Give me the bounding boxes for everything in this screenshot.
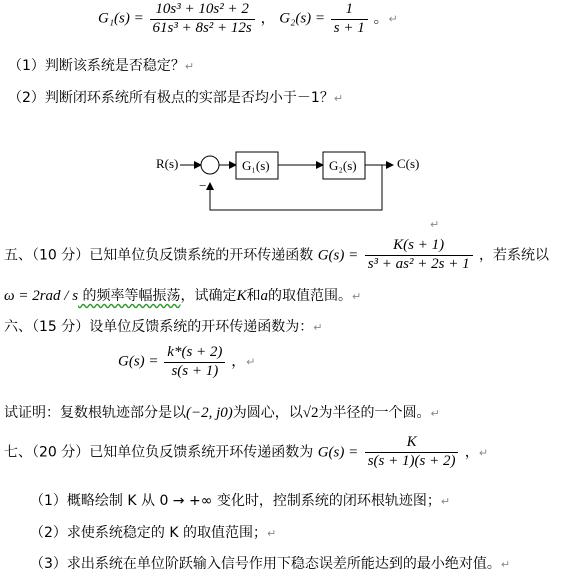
problem-6-proof-a: 试证明：复数根轨迹部分是以 xyxy=(4,405,186,421)
problem-6-g-label: G(s) = xyxy=(118,353,159,370)
problem-5-frequency-phrase: 的频率等幅振荡 xyxy=(78,288,181,304)
output-label: C(s) xyxy=(397,156,420,171)
problem-7-sub-3 xyxy=(30,553,510,573)
problem-6-title-text: 六、（15 分）设单位反馈系统的开环传递函数为： xyxy=(4,319,314,335)
problem-7-intro: 七、（20 分）已知单位负反馈系统开环传递函数为 xyxy=(4,444,314,461)
line-end: 。 xyxy=(373,10,389,27)
problem-6-denominator: s(s + 1) xyxy=(171,362,219,379)
problem-6-tail: ， xyxy=(231,353,247,370)
g1-numerator: 10s³ + 10s² + 2 xyxy=(150,2,255,20)
problem-5-text-e: 的取值范围。 xyxy=(268,288,353,304)
problem-7-g-label: G(s) = xyxy=(317,444,359,461)
problem-7-sub-1 xyxy=(30,490,450,510)
problem-6-fraction xyxy=(164,345,225,380)
problem-5-line-1 xyxy=(4,238,549,273)
problem-6-center: (−2, j0) xyxy=(186,405,233,421)
summing-junction xyxy=(201,156,219,174)
problem-7-denominator: s(s + 1)(s + 2) xyxy=(367,452,456,469)
problem-6-formula xyxy=(118,345,255,380)
paragraph-mark: ↵ xyxy=(388,12,398,26)
problem-5-intro: 五、（10 分）已知单位负反馈系统的开环传递函数 xyxy=(4,247,314,264)
paragraph-mark: ↵ xyxy=(184,60,195,73)
problem-5-tail: ，若系统以 xyxy=(479,247,550,264)
paragraph-mark: ↵ xyxy=(313,321,323,334)
problem-7-fraction xyxy=(365,435,459,470)
g2-label: G₂(s) = xyxy=(279,10,326,27)
problem-5-k: K xyxy=(236,288,247,304)
problem-6-proof-c: 为半径的一个圆。 xyxy=(318,405,431,421)
block-g1-label: G₁(s) xyxy=(242,158,270,173)
problem-7-tail: ， xyxy=(464,444,479,461)
paragraph-mark: ↵ xyxy=(352,290,362,303)
problem-5-numerator: K(s + 1) xyxy=(365,238,473,256)
problem-5-a: a xyxy=(260,288,269,304)
problem-6-title xyxy=(4,316,322,336)
paragraph-mark: ↵ xyxy=(500,558,511,571)
paragraph-mark: ↵ xyxy=(430,407,440,420)
problem-5-g-label: G(s) = xyxy=(317,247,359,264)
block-g2-label: G₂(s) xyxy=(329,158,357,173)
problem-5-text-d: 和 xyxy=(246,288,261,304)
problem-5-fraction xyxy=(365,238,473,273)
problem-5-omega: ω = 2rad / s xyxy=(4,288,79,304)
problem-7-line-1 xyxy=(4,435,488,470)
problem-7-sub-2 xyxy=(30,522,276,542)
paragraph-mark: ↵ xyxy=(478,446,489,460)
paragraph-mark: ↵ xyxy=(440,495,451,508)
g1-label: G₁(s) = xyxy=(98,10,144,27)
problem-5-denominator: s³ + as² + 2s + 1 xyxy=(367,255,470,272)
input-label: R(s) xyxy=(156,156,179,171)
question-2-text: （2）判断闭环系统所有极点的实部是否均小于－1？ xyxy=(8,90,334,106)
g2-numerator: 1 xyxy=(331,2,368,20)
minus-sign: − xyxy=(199,178,207,193)
problem-5-text-c: ，试确定 xyxy=(180,288,237,304)
g2-denominator: s + 1 xyxy=(333,19,365,36)
g1-denominator: 61s³ + 8s² + 12s xyxy=(152,19,252,36)
paragraph-mark: ↵ xyxy=(333,92,344,105)
question-1-text: （1）判断该系统是否稳定？ xyxy=(8,58,185,74)
paragraph-mark: ↵ xyxy=(246,355,256,369)
problem-7-numerator: K xyxy=(365,435,459,453)
problem-6-proof-b: 为圆心，以 xyxy=(232,405,303,421)
paragraph-mark: ↵ xyxy=(267,527,277,540)
problem-5-line-2 xyxy=(4,285,361,305)
problem-7-sub-1-text: （1）概略绘制 K 从 0 → +∞ 变化时，控制系统的闭环根轨迹图； xyxy=(30,493,441,509)
problem-6-numerator: k*(s + 2) xyxy=(164,345,225,363)
problem-6-proof xyxy=(4,402,440,422)
problem-7-sub-2-text: （2）求使系统稳定的 K 的取值范围； xyxy=(30,525,267,541)
separator: ， xyxy=(260,10,276,27)
problem-7-sub-3-text: （3）求出系统在单位阶跃输入信号作用下稳态误差所能达到的最小绝对值。 xyxy=(30,556,501,572)
paragraph-mark-diagram: ↵ xyxy=(430,218,440,231)
problem-6-radius: √2 xyxy=(302,405,319,421)
